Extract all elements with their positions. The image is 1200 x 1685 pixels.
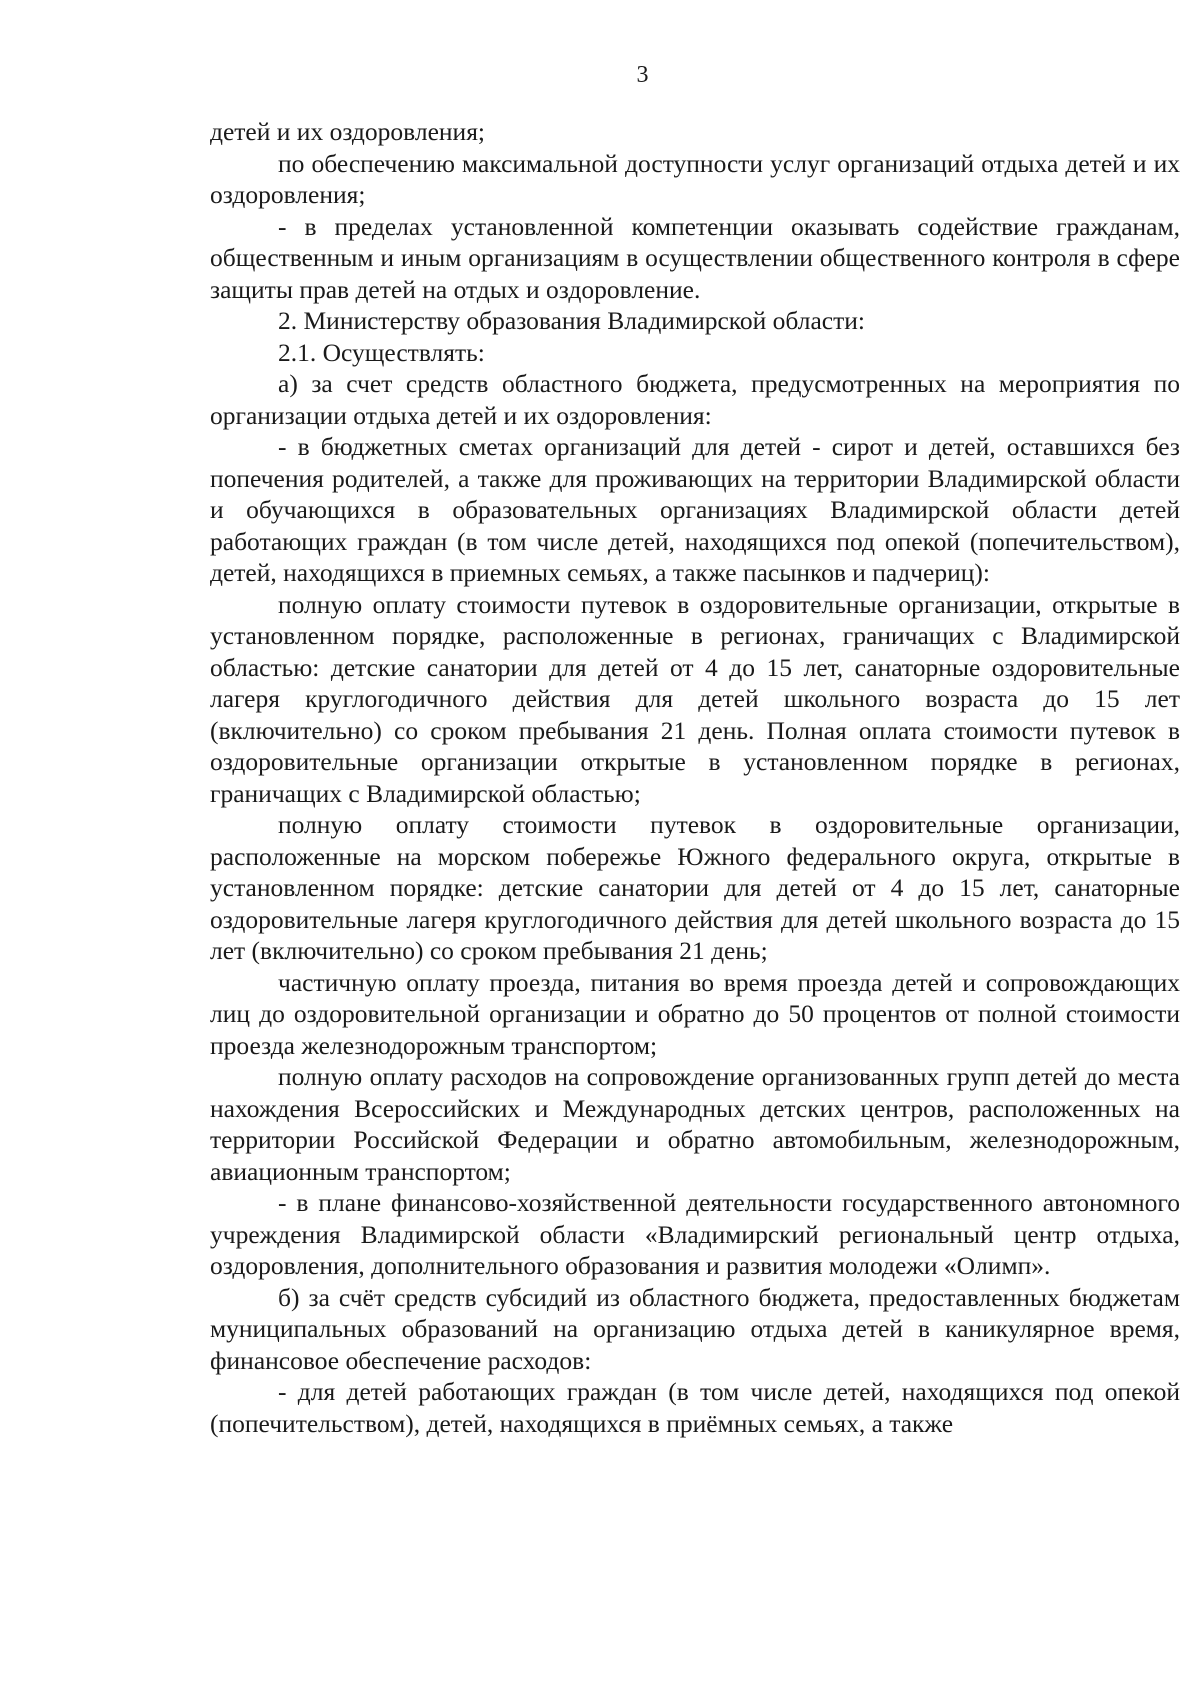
paragraph: а) за счет средств областного бюджета, предусмотренных на мероприятия по организации отдыха детей и их оздоровления:: [210, 369, 1180, 430]
paragraph: по обеспечению максимальной доступности услуг организаций отдыха детей и их оздоровления;: [210, 148, 1180, 209]
paragraph: - в плане финансово-хозяйственной деятельности государственного автономного учреждения Владимирской области «Владимирский региональный центр отдыха, оздоровления, дополнительного образования и развития молодежи «Олимп».: [210, 1188, 1180, 1280]
paragraph: - в бюджетных сметах организаций для детей - сирот и детей, оставшихся без попечения родителей, а также для проживающих на территории Владимирской области и обучающихся в образовательных организациях Владимирской области детей работающих граждан (в том числе детей, находящихся под опекой (попечительством), детей, находящихся в приемных семьях, а также пасынков и падчериц):: [210, 432, 1180, 587]
paragraph: частичную оплату проезда, питания во время проезда детей и сопровождающих лиц до оздоровительной организации и обратно до 50 процентов от полной стоимости проезда железнодорожным транспортом;: [210, 967, 1180, 1060]
paragraph: б) за счёт средств субсидий из областного бюджета, предоставленных бюджетам муниципальных образований на организацию отдыха детей в каникулярное время, финансовое обеспечение расходов:: [210, 1282, 1180, 1375]
document-body: [210, 116, 1180, 1439]
paragraph: - в пределах установленной компетенции оказывать содействие гражданам, общественным и иным организациям в осуществлении общественного контроля в сфере защиты прав детей на отдых и оздоровление.: [210, 211, 1180, 304]
paragraph: полную оплату стоимости путевок в оздоровительные организации, открытые в установленном порядке, расположенные в регионах, граничащих с Владимирской областью: детские санатории для детей от 4 до 15 лет, санаторные оздоровительные лагеря круглогодичного действия для детей школьного возраста до 15 лет (включительно) со сроком пребывания 21 день. Полная оплата стоимости путевок в оздоровительные организации открытые в установленном порядке в регионах, граничащих с Владимирской областью;: [210, 589, 1180, 808]
page-number: 3: [636, 62, 649, 88]
paragraph: 2.1. Осуществлять:: [278, 337, 485, 367]
paragraph: детей и их оздоровления;: [210, 117, 486, 146]
paragraph: полную оплату расходов на сопровождение организованных групп детей до места нахождения Всероссийских и Международных детских центров, расположенных на территории Российской Федерации и обратно автомобильным, железнодорожным, авиационным транспортом;: [210, 1062, 1180, 1186]
paragraph: 2. Министерству образования Владимирской области:: [278, 306, 865, 335]
paragraph: - для детей работающих граждан (в том числе детей, находящихся под опекой (попечительством), детей, находящихся в приёмных семьях, а также: [210, 1377, 1180, 1438]
paragraph: полную оплату стоимости путевок в оздоровительные организации, расположенные на морском побережье Южного федерального округа, открытые в установленном порядке: детские санатории для детей от 4 до 15 лет, санаторные оздоровительные лагеря круглогодичного действия для детей школьного возраста до 15 лет (включительно) со сроком пребывания 21 день;: [210, 810, 1180, 965]
